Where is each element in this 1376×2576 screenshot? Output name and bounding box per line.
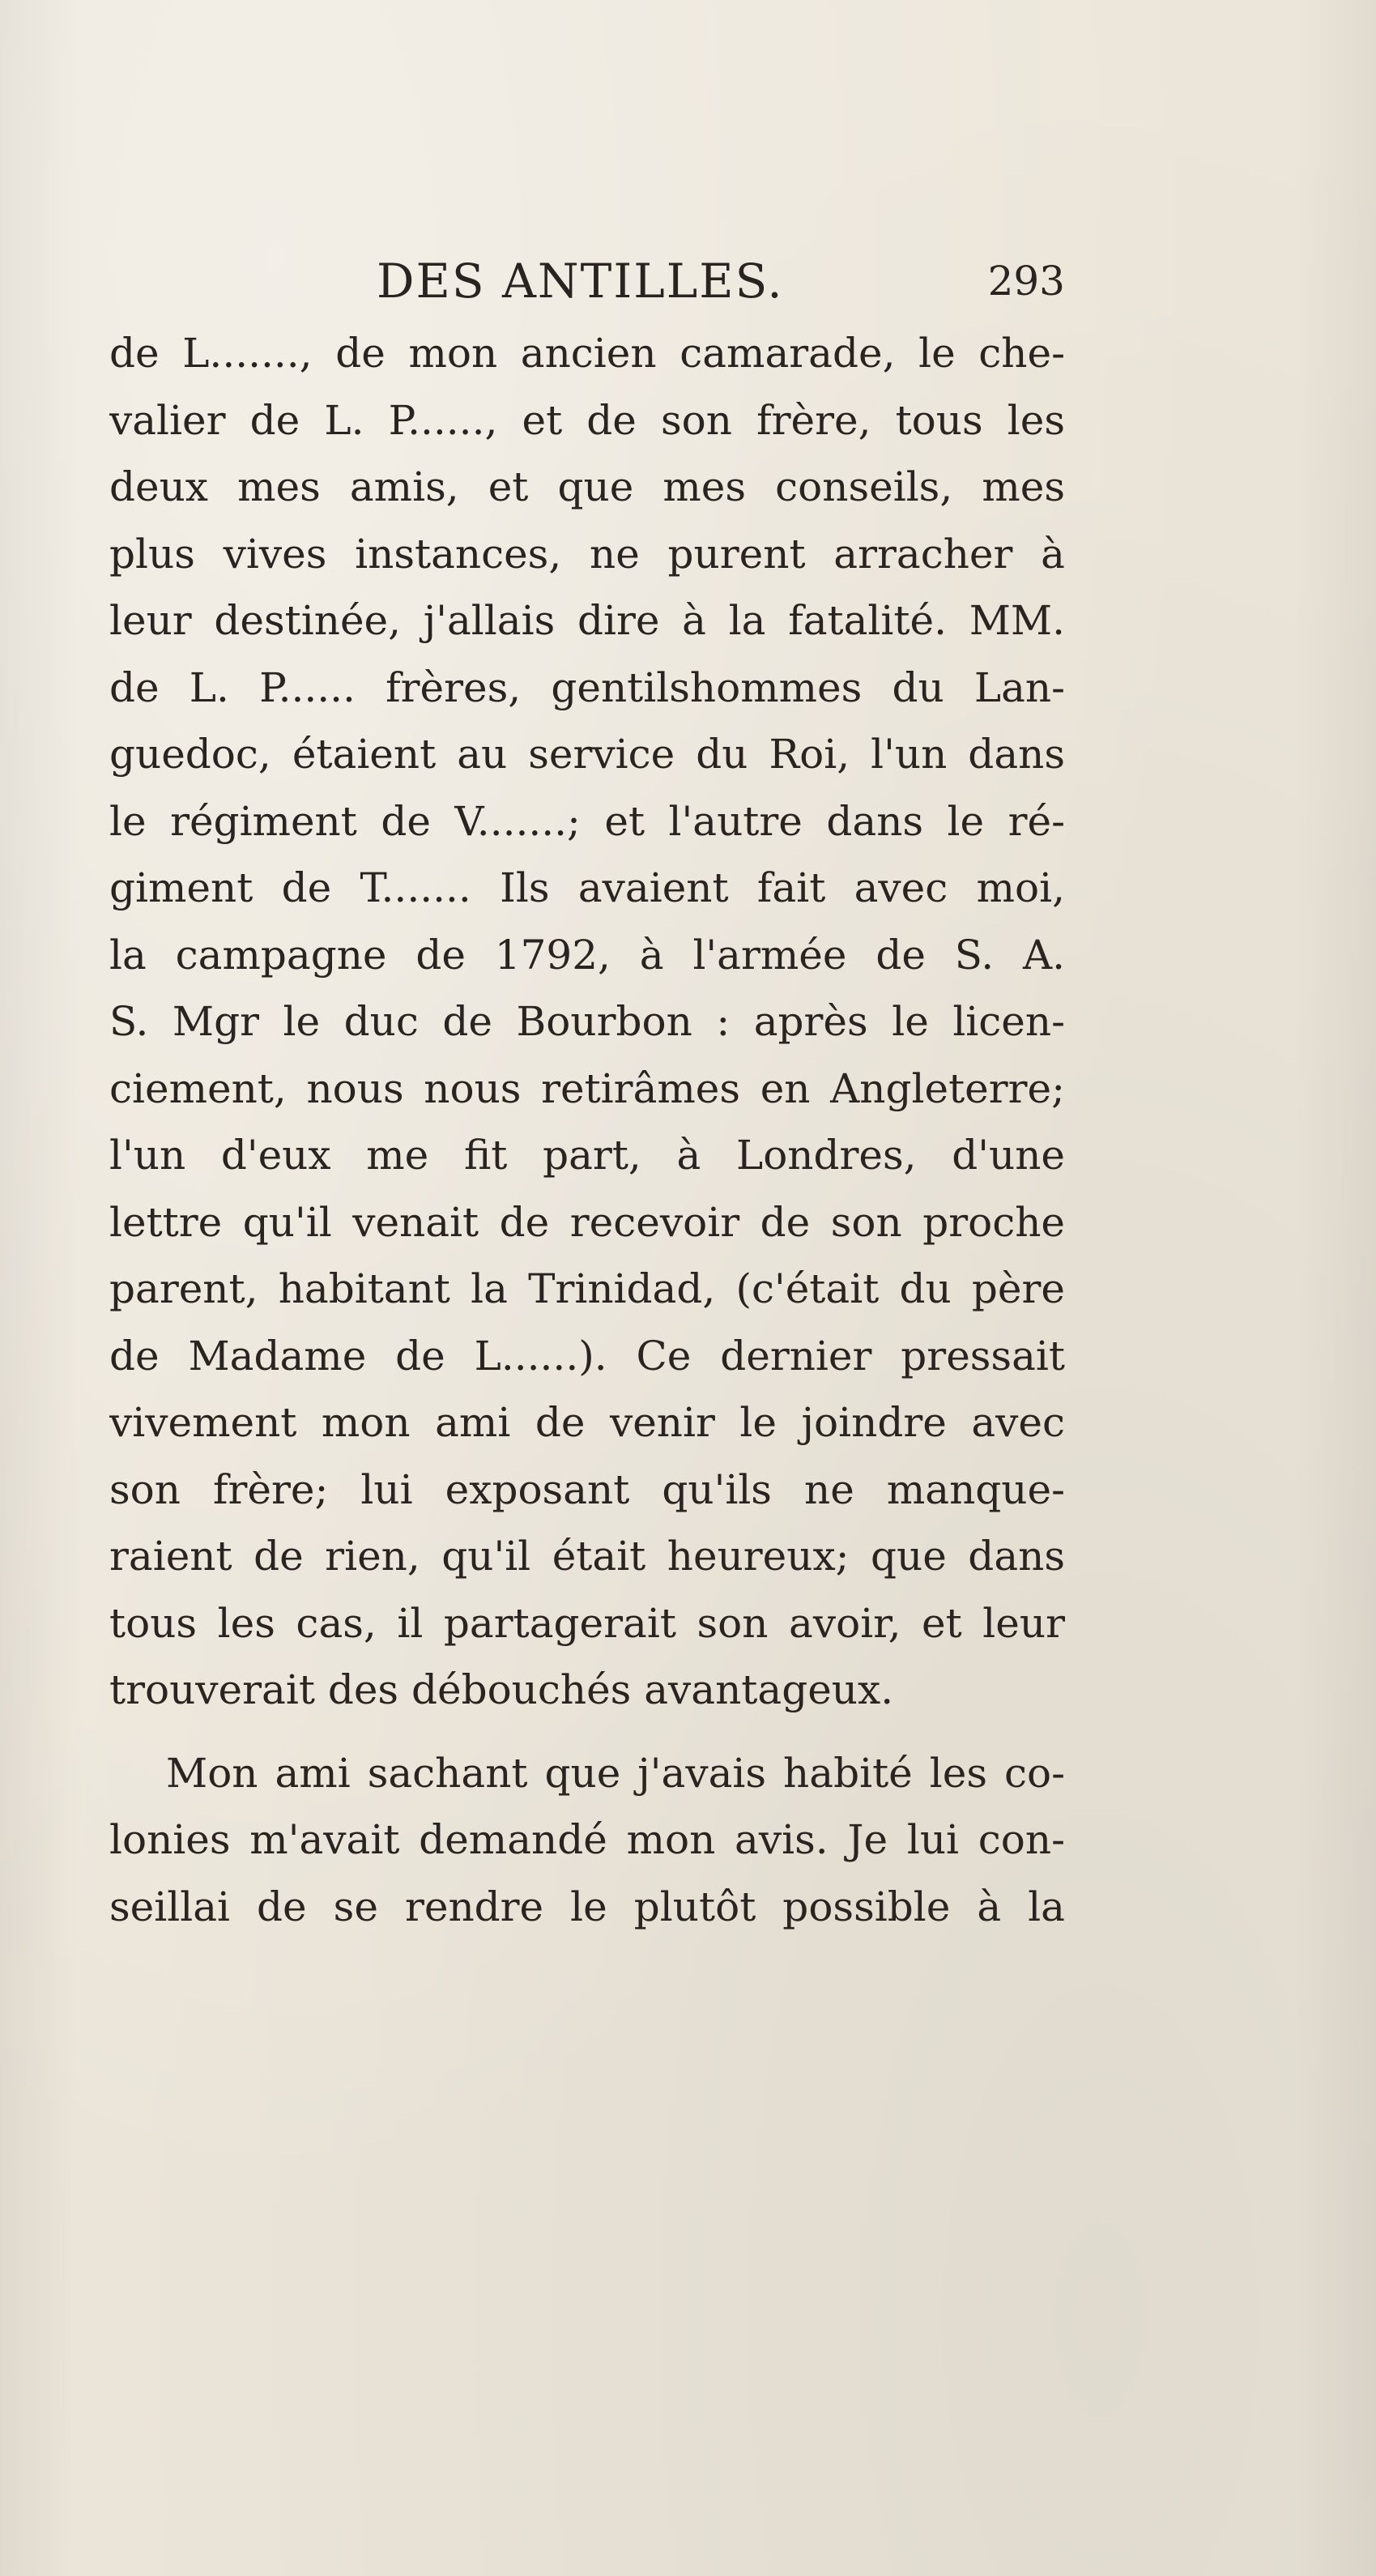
paragraph-gap xyxy=(109,1724,1065,1740)
text-line: raient de rien, qu'il était heureux; que dans xyxy=(109,1533,1065,1580)
text-line: deux mes amis, et que mes conseils, mes xyxy=(109,463,1065,510)
text-line: seillai de se rendre le plutôt possible à la xyxy=(109,1883,1065,1930)
text-line: de Madame de L......). Ce dernier pressait xyxy=(109,1332,1065,1380)
text-line: la campagne de 1792, à l'armée de S. A. xyxy=(109,931,1065,979)
text-line: ciement, nous nous retirâmes en Angleterre; xyxy=(109,1064,1065,1112)
text-line: valier de L. P......, et de son frère, tous les xyxy=(109,396,1065,444)
paragraph-2 xyxy=(109,1740,1065,1941)
page-number: 293 xyxy=(987,258,1065,305)
text-line: son frère; lui exposant qu'ils ne manque- xyxy=(109,1465,1065,1513)
text-line: lonies m'avait demandé mon avis. Je lui con- xyxy=(109,1816,1065,1863)
text-line: de L. P...... frères, gentilshommes du Lan- xyxy=(109,663,1065,711)
text-line: l'un d'eux me fit part, à Londres, d'une xyxy=(109,1132,1065,1179)
text-line: lettre qu'il venait de recevoir de son proche xyxy=(109,1198,1065,1246)
text-line: Mon ami sachant que j'avais habité les co- xyxy=(166,1749,1065,1797)
body-text xyxy=(109,320,1065,1940)
text-line: trouverait des débouchés avantageux. xyxy=(109,1666,894,1713)
text-line: guedoc, étaient au service du Roi, l'un dans xyxy=(109,731,1065,778)
text-line: de L......., de mon ancien camarade, le che- xyxy=(109,330,1065,377)
running-title: DES ANTILLES. xyxy=(377,254,784,309)
text-line: le régiment de V.......; et l'autre dans le ré- xyxy=(109,797,1065,845)
text-line: S. Mgr le duc de Bourbon : après le licen- xyxy=(109,998,1065,1045)
running-head xyxy=(109,253,1065,309)
text-line: vivement mon ami de venir le joindre avec xyxy=(109,1399,1065,1446)
text-line: giment de T....... Ils avaient fait avec moi, xyxy=(109,864,1065,911)
text-line: plus vives instances, ne purent arracher à xyxy=(109,530,1065,578)
text-line: tous les cas, il partagerait son avoir, et leur xyxy=(109,1599,1065,1647)
text-line: leur destinée, j'allais dire à la fatalité. MM. xyxy=(109,597,1065,644)
paragraph-1 xyxy=(109,320,1065,1724)
text-line: parent, habitant la Trinidad, (c'était du père xyxy=(109,1265,1065,1312)
